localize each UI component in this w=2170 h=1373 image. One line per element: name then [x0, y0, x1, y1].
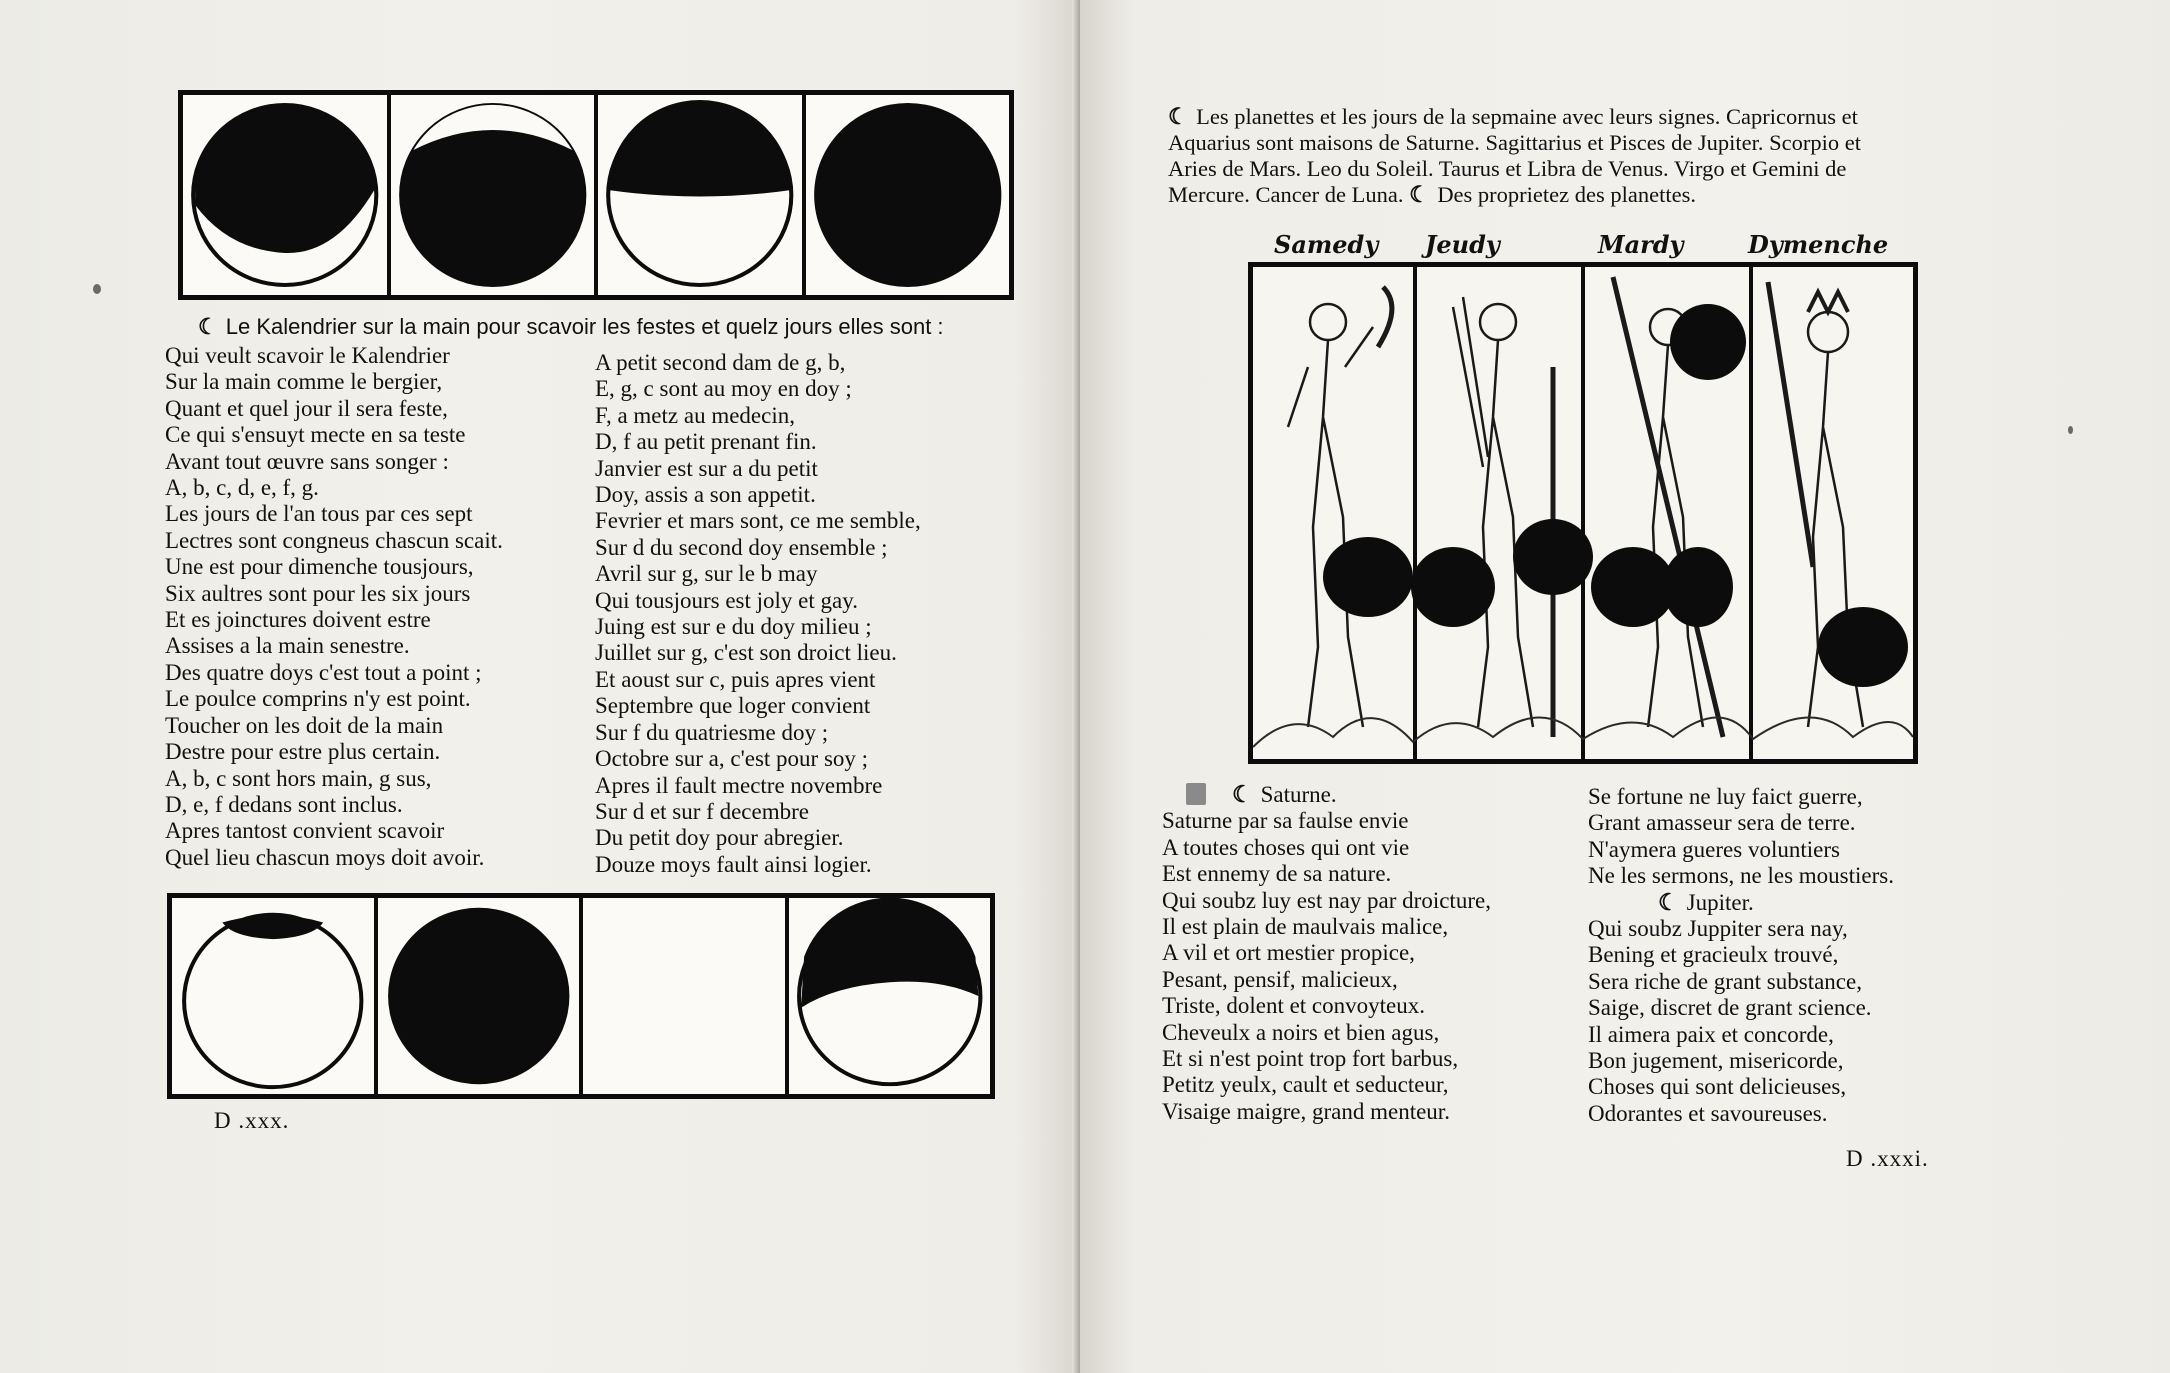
- verse-col-2: [595, 350, 921, 878]
- verse-line: Sur la main comme le bergier,: [165, 369, 443, 395]
- verse-line: Assises a la main senestre.: [165, 633, 410, 659]
- verse-line: D, f au petit prenant fin.: [595, 429, 817, 455]
- verse-line: Sera riche de grant substance,: [1588, 968, 1862, 994]
- folio-right: D .xxxi.: [1846, 1146, 1929, 1171]
- folio-left: D .xxx.: [214, 1108, 290, 1133]
- verse-line: Avril sur g, sur le b may: [595, 561, 818, 587]
- verse-line: Sur d du second doy ensemble ;: [595, 534, 888, 560]
- verse-line: Juillet sur g, c'est son droict lieu.: [595, 640, 897, 666]
- verse-line: N'aymera gueres voluntiers: [1588, 836, 1840, 862]
- verse-line: A vil et ort mestier propice,: [1162, 940, 1415, 966]
- verse-line: A, b, c sont hors main, g sus,: [165, 765, 432, 791]
- verse-line: D, e, f dedans sont inclus.: [165, 791, 403, 817]
- verse-line: Octobre sur a, c'est pour soy ;: [595, 746, 869, 772]
- moon-phases-bottom: [167, 893, 995, 1099]
- verse-line: Odorantes et savoureuses.: [1588, 1100, 1828, 1126]
- day-dymenche: Dymenche: [1748, 230, 1889, 259]
- pilcrow-mark: ☾: [198, 314, 218, 339]
- verse-line: Et es joinctures doivent estre: [165, 607, 431, 633]
- verse-line: Se fortune ne luy faict guerre,: [1588, 784, 1863, 809]
- saturne-heading: ☾ Saturne.: [1232, 782, 1337, 807]
- verse-line: Les jours de l'an tous par ces sept: [165, 501, 473, 527]
- moon-phase-3: [594, 95, 802, 295]
- verse-line: Juing est sur e du doy milieu ;: [595, 614, 872, 640]
- verse-line: Saige, discret de grant science.: [1588, 995, 1872, 1021]
- verse-line: Cheveulx a noirs et bien agus,: [1162, 1019, 1440, 1045]
- verse-line: Qui tousjours est joly et gay.: [595, 587, 858, 613]
- verse-line: Est ennemy de sa nature.: [1162, 861, 1392, 887]
- verse-line: Bon jugement, misericorde,: [1588, 1048, 1844, 1074]
- verse-line: Ce qui s'ensuyt mecte en sa teste: [165, 422, 466, 448]
- verse-line: A, b, c, d, e, f, g.: [165, 475, 319, 501]
- verse-line: A toutes choses qui ont vie: [1162, 834, 1410, 860]
- verse-line: Il est plain de maulvais malice,: [1162, 914, 1449, 940]
- day-samedy: Samedy: [1274, 230, 1379, 259]
- verse-line: Et aoust sur c, puis apres vient: [595, 666, 876, 692]
- day-jeudy: Jeudy: [1425, 230, 1500, 259]
- day-mardy: Mardy: [1598, 230, 1684, 259]
- moon-phase-4: [802, 95, 1010, 295]
- verse-line: Apres tantost convient scavoir: [165, 818, 445, 844]
- verse-line: Sur d et sur f decembre: [595, 798, 809, 824]
- verse-line: Toucher on les doit de la main: [165, 712, 444, 738]
- verse-line: Et si n'est point trop fort barbus,: [1162, 1046, 1459, 1072]
- moon-phase-7: [579, 898, 785, 1094]
- verse-line: Du petit doy pour abregier.: [595, 825, 844, 851]
- verse-line: E, g, c sont au moy en doy ;: [595, 376, 852, 402]
- verse-line: Quant et quel jour il sera feste,: [165, 395, 448, 421]
- planets-intro: ☾ Les planettes et les jours de la sepmaine avec leurs signes. Capricornus et Aquarius sont maisons de Saturne. Sagittarius et Pisces de Jupiter. Scorpio et Aries de Mars. Leo du Soleil. Taurus et Libra de Venus. Virgo et Gemini de Mercure. Cancer de Luna. ☾ Des proprietez des planettes.: [1168, 104, 1862, 207]
- verse-line: Des quatre doys c'est tout a point ;: [165, 659, 482, 685]
- woodcut-figures: [1253, 267, 1913, 759]
- right-page: [1080, 0, 2170, 1373]
- verse-line: Destre pour estre plus certain.: [165, 739, 441, 765]
- verse-line: A petit second dam de g, b,: [595, 350, 846, 375]
- saturne-section: [1162, 782, 1491, 1125]
- jupiter-section: [1588, 784, 1894, 1127]
- ink-spot: [93, 284, 101, 294]
- moon-phase-5: [172, 898, 374, 1094]
- verse-line: Bening et gracieulx trouvé,: [1588, 942, 1839, 968]
- verse-line: Sur f du quatriesme doy ;: [595, 719, 829, 745]
- moon-phases-top: [178, 90, 1014, 300]
- verse-line: Fevrier et mars sont, ce me semble,: [595, 508, 921, 534]
- jupiter-heading: ☾ Jupiter.: [1658, 889, 1754, 915]
- verse-line: Saturne par sa faulse envie: [1162, 808, 1409, 834]
- moon-phase-8: [785, 898, 991, 1094]
- verse-line: Doy, assis a son appetit.: [595, 482, 816, 508]
- verse-line: Lectres sont congneus chascun scait.: [165, 527, 503, 553]
- moon-phase-6: [374, 898, 580, 1094]
- verse-line: Avant tout œuvre sans songer :: [165, 448, 449, 474]
- verse-line: Janvier est sur a du petit: [595, 455, 818, 481]
- verse-line: Qui veult scavoir le Kalendrier: [165, 343, 450, 368]
- verse-line: Pesant, pensif, malicieux,: [1162, 966, 1398, 992]
- moon-phase-2: [387, 95, 595, 295]
- verse-line: Grant amasseur sera de terre.: [1588, 810, 1856, 836]
- verse-line: Quel lieu chascun moys doit avoir.: [165, 844, 485, 870]
- verse-line: Qui soubz Juppiter sera nay,: [1588, 916, 1848, 942]
- calendar-heading: ☾ Le Kalendrier sur la main pour scavoir les festes et quelz jours elles sont :: [198, 314, 944, 339]
- moon-phase-1: [183, 95, 387, 295]
- verse-line: Six aultres sont pour les six jours: [165, 580, 471, 606]
- verse-line: Ne les sermons, ne les moustiers.: [1588, 863, 1894, 889]
- verse-line: Le poulce comprins n'y est point.: [165, 686, 471, 712]
- verse-line: Choses qui sont delicieuses,: [1588, 1074, 1847, 1100]
- ink-spot: [1186, 783, 1206, 805]
- planets-woodcut: [1248, 262, 1918, 764]
- left-page: [0, 0, 1080, 1373]
- verse-line: Qui soubz luy est nay par droicture,: [1162, 887, 1491, 913]
- verse-line: Douze moys fault ainsi logier.: [595, 851, 872, 877]
- ink-spot: [2068, 426, 2073, 434]
- verse-line: Il aimera paix et concorde,: [1588, 1021, 1834, 1047]
- verse-line: Triste, dolent et convoyteux.: [1162, 993, 1425, 1019]
- verse-line: Visaige maigre, grand menteur.: [1162, 1098, 1450, 1124]
- verse-line: Septembre que loger convient: [595, 693, 871, 719]
- verse-line: Apres il fault mectre novembre: [595, 772, 883, 798]
- verse-col-1: [165, 343, 503, 871]
- verse-line: Une est pour dimenche tousjours,: [165, 554, 474, 580]
- verse-line: Petitz yeulx, cault et seducteur,: [1162, 1072, 1449, 1098]
- verse-line: F, a metz au medecin,: [595, 402, 795, 428]
